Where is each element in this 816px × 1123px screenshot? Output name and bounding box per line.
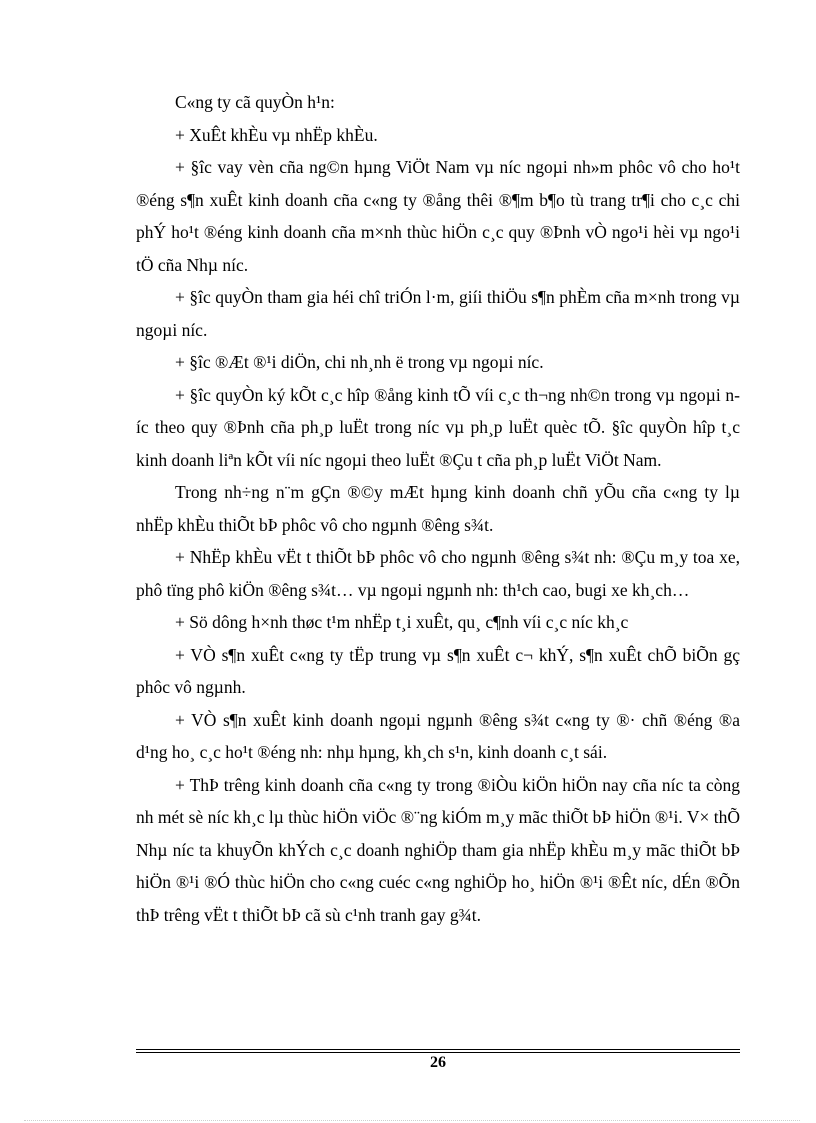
page-number: 26: [430, 1054, 446, 1071]
paragraph: + §îc quyÒn ký kÕt c¸c hîp ®ång kinh tÕ víi c¸c th¬ng nh©n trong vµ ngoµi níc theo quy ®Þnh cña ph¸p luËt trong níc vµ ph¸p luËt quèc tÕ. §îc quyÒn hîp t¸c kinh doanh liªn kÕt víi níc ngoµi theo luËt ®Çu t cña ph¸p luËt ViÖt Nam.: [136, 384, 740, 470]
paragraph: + §îc ®Æt ®¹i diÖn, chi nh¸nh ë trong vµ ngoµi níc.: [175, 352, 544, 372]
paragraph: C«ng ty cã quyÒn h¹n:: [175, 92, 335, 112]
paragraph: + XuÊt khÈu vµ nhËp khÈu.: [175, 124, 378, 145]
paragraph: + §îc vay vèn cña ng©n hµng ViÖt Nam vµ níc ngoµi nh»m phôc vô cho ho¹t ®éng s¶n xuÊt kinh doanh cña c«ng ty ®ång thêi ®¶m b¶o tù trang tr¶i cho c¸c chi phÝ ho¹t ®éng kinh doanh cña m×nh thùc hiÖn c¸c quy ®Þnh vÒ ngo¹i hèi vµ ngo¹i tÖ cña Nhµ níc.: [136, 157, 740, 275]
paragraph: + Sö dông h×nh thøc t¹m nhËp t¸i xuÊt, qu¸ c¶nh víi c¸c níc kh¸c: [175, 612, 629, 632]
page-edge-divider: [24, 1120, 800, 1121]
paragraph: + §îc quyÒn tham gia héi chî triÓn l·m, giíi thiÖu s¶n phÈm cña m×nh trong vµ ngoµi níc.: [136, 287, 740, 340]
paragraph: + NhËp khÈu vËt t thiÕt bÞ phôc vô cho ngµnh ®êng s¾t nh: ®Çu m¸y toa xe, phô tïng phô kiÖn ®êng s¾t… vµ ngoµi ngµnh nh: th¹ch cao, bugi xe kh¸ch…: [136, 547, 740, 600]
paragraph: Trong nh÷ng n¨m gÇn ®©y mÆt hµng kinh doanh chñ yÕu cña c«ng ty lµ nhËp khÈu thiÕt bÞ phôc vô cho ngµnh ®êng s¾t.: [136, 482, 740, 535]
body-text: [136, 86, 740, 931]
paragraph: + VÒ s¶n xuÊt c«ng ty tËp trung vµ s¶n xuÊt c¬ khÝ, s¶n xuÊt chÕ biÕn gç phôc vô ngµnh.: [136, 644, 740, 697]
paragraph: + ThÞ trêng kinh doanh cña c«ng ty trong ®iÒu kiÖn hiÖn nay cña níc ta còng nh mét sè níc kh¸c lµ thùc hiÖn viÖc ®¨ng kiÓm m¸y mãc thiÕt bÞ hiÖn ®¹i. V× thÕ Nhµ níc ta khuyÕn khÝch c¸c doanh nghiÖp tham gia nhËp khÈu m¸y mãc thiÕt bÞ hiÖn ®¹i ®Ó thùc hiÖn cho c«ng cuéc c«ng nghiÖp ho¸ hiÖn ®¹i ®Êt níc, dÉn ®Õn thÞ trêng vËt t thiÕt bÞ cã sù c¹nh tranh gay g¾t.: [136, 774, 740, 925]
paragraph: + VÒ s¶n xuÊt kinh doanh ngoµi ngµnh ®êng s¾t c«ng ty ®· chñ ®éng ®a d¹ng ho¸ c¸c ho¹t ®éng nh: nhµ hµng, kh¸ch s¹n, kinh doanh c¸t sái.: [136, 709, 740, 762]
footer-rule-top: [136, 1049, 740, 1050]
